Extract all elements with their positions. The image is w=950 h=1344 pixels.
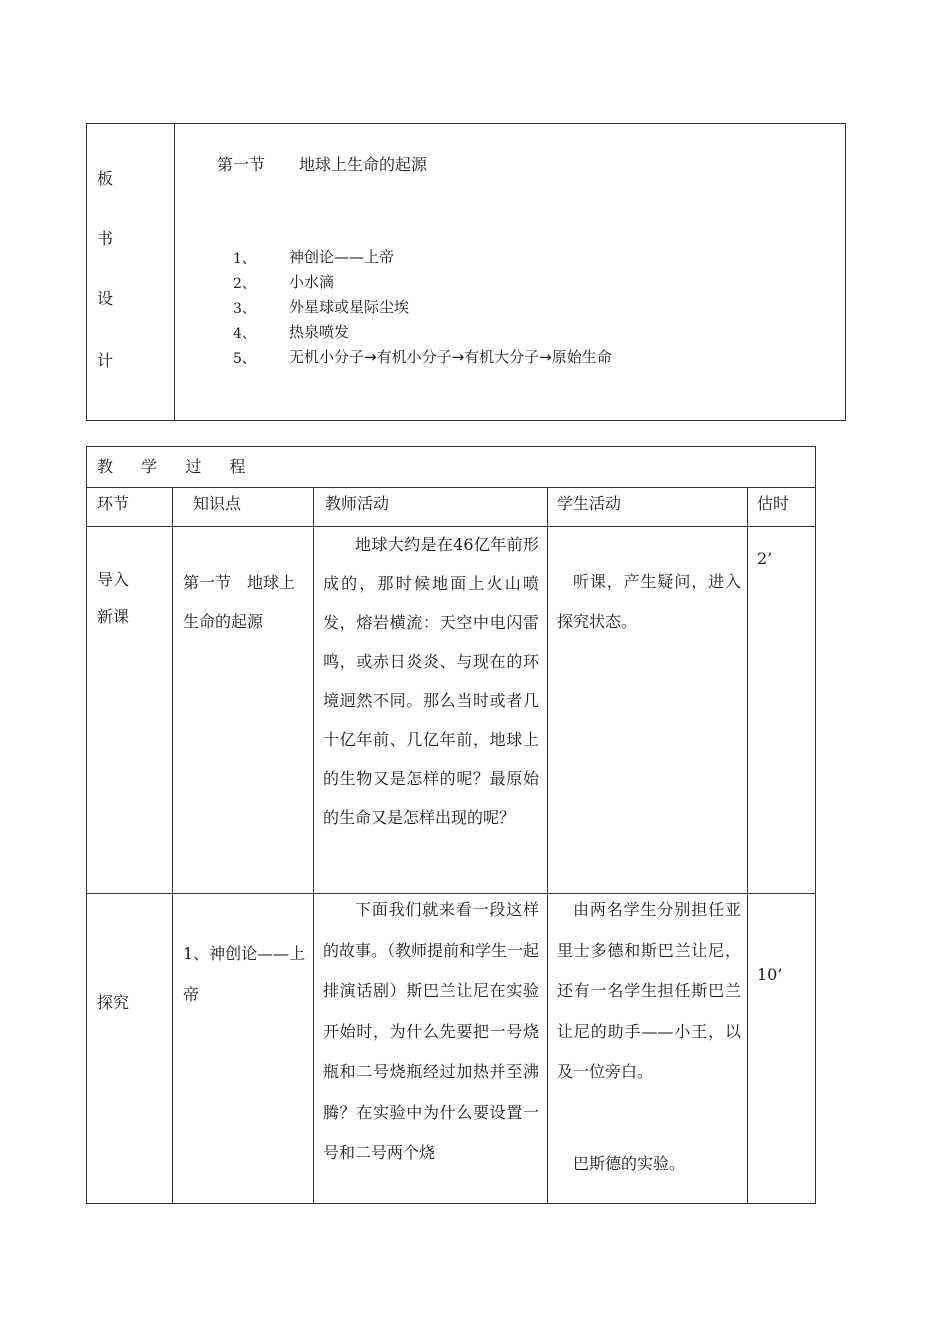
row1-student: 听课，产生疑问，进入探究状态。	[557, 572, 741, 631]
board-label-char: 书	[97, 229, 114, 248]
board-item-number: 4、	[233, 326, 256, 342]
board-item-number: 1、	[233, 251, 256, 267]
process-table	[86, 446, 816, 1204]
row2-point: 1、神创论——上帝	[183, 944, 306, 1004]
board-label-char: 计	[97, 351, 114, 370]
board-item-text: 无机小分子→有机小分子→有机大分子→原始生命	[289, 348, 612, 366]
process-title: 教 学 过 程	[97, 457, 252, 476]
board-item-text: 外星球或星际尘埃	[289, 298, 410, 316]
table-col-divider	[747, 487, 748, 1204]
header-stage: 环节	[97, 494, 130, 513]
board-design-box	[86, 123, 846, 421]
row2-time: 10’	[757, 965, 783, 984]
board-item-number: 2、	[233, 276, 256, 292]
header-student: 学生活动	[557, 494, 622, 513]
row1-time: 2’	[757, 549, 773, 568]
row1-teacher: 地球大约是在46亿年前形成的，那时候地面上火山喷发，熔岩横流：天空中电闪雷鸣，或赤日炎炎、与现在的环境迥然不同。那么当时或者几十亿年前、几亿年前，地球上的生物又是怎样的呢？最原始的生命又是怎样出现的呢？	[323, 535, 539, 827]
row1-point: 第一节 地球上生命的起源	[183, 573, 296, 631]
board-item-number: 3、	[233, 301, 256, 317]
header-time: 估时	[757, 494, 790, 513]
board-item-text: 热泉喷发	[289, 323, 350, 341]
board-item-number: 5、	[233, 351, 256, 367]
header-point: 知识点	[193, 494, 242, 513]
board-title-text: 地球上生命的起源	[299, 155, 428, 174]
row2-stage: 探究	[97, 993, 130, 1012]
row2-student: 由两名学生分别担任亚里士多德和斯巴兰让尼，还有一名学生担任斯巴兰让尼的助手——小王，以及一位旁白。	[557, 900, 741, 1081]
table-col-divider	[313, 487, 314, 1204]
row2-student-extra: 巴斯德的实验。	[573, 1154, 686, 1173]
table-col-divider	[547, 487, 548, 1204]
board-label-char: 设	[97, 289, 114, 308]
board-title	[217, 152, 427, 175]
board-title-section: 第一节	[217, 155, 266, 174]
board-label-char: 板	[97, 169, 114, 188]
row2-teacher: 下面我们就来看一段这样的故事。（教师提前和学生一起排演话剧）斯巴兰让尼在实验开始时，为什么先要把一号烧瓶和二号烧瓶经过加热并至沸腾？在实验中为什么要设置一号和二号两个烧	[323, 900, 539, 1162]
board-item-text: 神创论——上帝	[289, 248, 395, 266]
board-item-text: 小水滴	[289, 273, 335, 291]
row1-stage: 导入 新课	[97, 570, 130, 626]
table-col-divider	[172, 487, 173, 1204]
board-divider	[174, 124, 175, 420]
header-teacher: 教师活动	[325, 494, 390, 513]
table-row-divider	[87, 487, 815, 488]
